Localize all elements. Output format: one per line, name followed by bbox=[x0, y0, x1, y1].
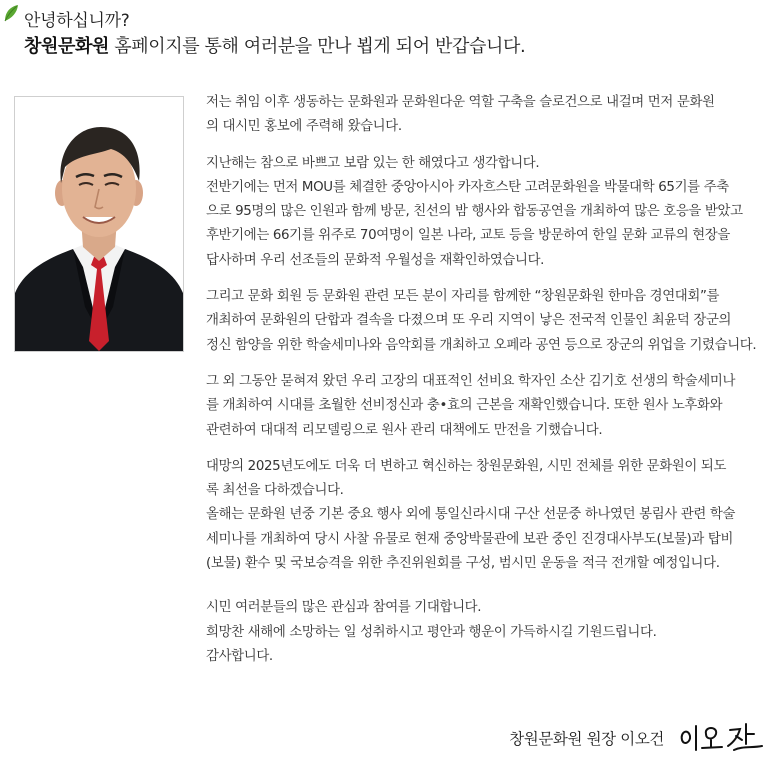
message-paragraph bbox=[206, 455, 772, 576]
closing-line: 희망찬 새해에 소망하는 일 성취하시고 평안과 행운이 가득하시길 기원드립니다. bbox=[206, 624, 657, 640]
message-paragraph bbox=[206, 285, 772, 358]
closing-line: 감사합니다. bbox=[206, 648, 273, 664]
message-line: 록 최선을 다하겠습니다. bbox=[206, 483, 344, 499]
signature-title: 창원문화원 원장 이오건 bbox=[509, 730, 664, 748]
message-line: 개최하여 문화원의 단합과 결속을 다졌으며 또 우리 지역이 낳은 전국적 인물인 최윤덕 장군의 bbox=[206, 313, 732, 329]
welcome-heading bbox=[24, 32, 525, 58]
message-line: 지난해는 참으로 바쁘고 보람 있는 한 해였다고 생각합니다. bbox=[206, 155, 540, 171]
message-line: 전반기에는 먼저 MOU를 체결한 중앙아시아 카자흐스탄 고려문화원을 박물대학 65기를 주축 bbox=[206, 179, 729, 195]
message-paragraph bbox=[206, 91, 772, 140]
message-line: 대망의 2025년도에도 더욱 더 변하고 혁신하는 창원문화원, 시민 전체를 위한 문화원이 되도 bbox=[206, 458, 727, 474]
message-line: 정신 함양을 위한 학술세미나와 음악회를 개최하고 오페라 공연 등으로 장군의 위업을 기렸습니다. bbox=[206, 337, 757, 353]
message-line: 저는 취임 이후 생동하는 문화원과 문화원다운 역할 구축을 슬로건으로 내걸며 먼저 문화원 bbox=[206, 95, 715, 110]
greeting-heading: 안녕하십니까? bbox=[24, 11, 130, 31]
message-line: 를 개최하여 시대를 초월한 선비정신과 충•효의 근본을 재확인했습니다. 또한 원사 노후화와 bbox=[206, 398, 723, 414]
message-line: 의 대시민 홍보에 주력해 왔습니다. bbox=[206, 119, 402, 135]
message-line: 올해는 문화원 년중 기본 중요 행사 외에 통일신라시대 구산 선문중 하나였던 봉림사 관련 학술 bbox=[206, 507, 736, 523]
message-paragraph bbox=[206, 370, 772, 443]
handwritten-signature bbox=[678, 720, 764, 756]
message-paragraph bbox=[206, 152, 772, 273]
message-line: 으로 95명의 많은 인원과 함께 방문, 친선의 밤 행사와 합동공연을 개최하여 많은 호응을 받았고 bbox=[206, 204, 743, 220]
org-name: 창원문화원 bbox=[24, 36, 109, 57]
signature-block bbox=[509, 720, 764, 756]
welcome-text: 홈페이지를 통해 여러분을 만나 뵙게 되어 반갑습니다. bbox=[108, 36, 526, 57]
closing-paragraph bbox=[206, 596, 772, 669]
message-line: 그리고 문화 회원 등 문화원 관련 모든 분이 자리를 함께한 “창원문화원 한마음 경연대회”를 bbox=[206, 289, 720, 305]
greeting-message bbox=[206, 91, 772, 681]
message-line: 답사하며 우리 선조들의 문화적 우월성을 재확인하였습니다. bbox=[206, 252, 545, 268]
leaf-icon bbox=[2, 3, 20, 23]
director-portrait bbox=[14, 96, 184, 352]
message-line: 그 외 그동안 묻혀져 왔던 우리 고장의 대표적인 선비요 학자인 소산 김기호 선생의 학술세미나 bbox=[206, 373, 736, 389]
message-line: 세미나를 개최하여 당시 사찰 유물로 현재 중앙박물관에 보관 중인 진경대사부도(보물)과 탑비 bbox=[206, 531, 734, 547]
message-line: 후반기에는 66기를 위주로 70여명이 일본 나라, 교토 등을 방문하여 한일 문화 교류의 현장을 bbox=[206, 228, 730, 244]
closing-line: 시민 여러분들의 많은 관심과 참여를 기대합니다. bbox=[206, 600, 482, 616]
message-line: 관련하여 대대적 리모델링으로 원사 관리 대책에도 만전을 기했습니다. bbox=[206, 422, 603, 438]
message-line: (보물) 환수 및 국보승격을 위한 추진위원회를 구성, 범시민 운동을 적극 전개할 예정입니다. bbox=[206, 556, 720, 572]
